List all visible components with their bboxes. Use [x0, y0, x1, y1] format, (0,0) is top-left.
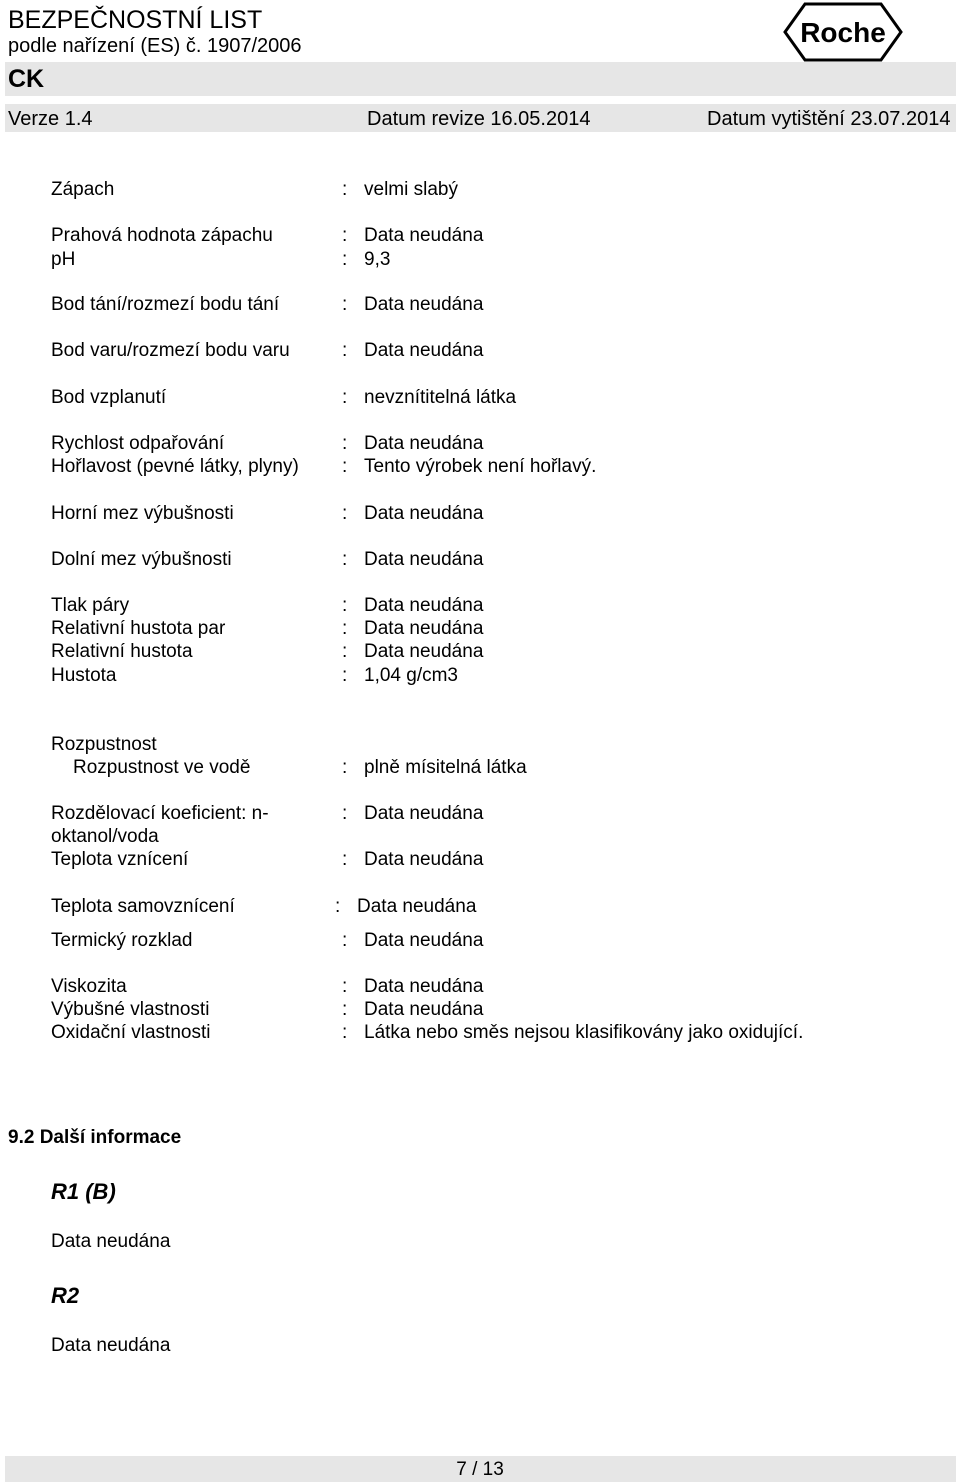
property-label: Bod vzplanutí — [51, 387, 167, 408]
property-label-continued: oktanol/voda — [51, 826, 159, 847]
colon: : — [342, 1022, 348, 1043]
property-label: Bod varu/rozmezí bodu varu — [51, 340, 290, 361]
section-heading: 9.2 Další informace — [8, 1127, 182, 1148]
solubility-water-label: Rozpustnost ve vodě — [73, 757, 251, 778]
property-label: Teplota vznícení — [51, 849, 189, 870]
colon: : — [342, 249, 348, 270]
colon: : — [342, 999, 348, 1020]
colon: : — [342, 803, 348, 824]
property-value: Data neudána — [364, 999, 484, 1020]
country-band — [5, 62, 956, 96]
property-label: Oxidační vlastnosti — [51, 1022, 211, 1043]
property-label: Tlak páry — [51, 595, 130, 616]
r1-title: R1 (B) — [51, 1179, 116, 1204]
property-label: Rychlost odpařování — [51, 433, 225, 454]
r2-text: Data neudána — [51, 1335, 171, 1356]
r1-text: Data neudána — [51, 1231, 171, 1252]
property-label: Bod tání/rozmezí bodu tání — [51, 294, 280, 315]
solubility-heading: Rozpustnost — [51, 734, 157, 755]
country-code: CK — [8, 65, 45, 93]
property-label: Zápach — [51, 179, 115, 200]
colon: : — [342, 387, 348, 408]
colon: : — [342, 665, 348, 686]
property-value: 9,3 — [364, 249, 391, 270]
colon: : — [342, 456, 348, 477]
colon: : — [342, 549, 348, 570]
property-value: Data neudána — [364, 549, 484, 570]
colon: : — [342, 294, 348, 315]
solubility-water-value: plně mísitelná látka — [364, 757, 527, 778]
property-label: Hořlavost (pevné látky, plyny) — [51, 456, 299, 477]
colon: : — [342, 976, 348, 997]
document-title: BEZPEČNOSTNÍ LIST — [8, 6, 263, 34]
colon: : — [342, 930, 348, 951]
colon: : — [342, 179, 348, 200]
logo-text: Roche — [800, 17, 886, 48]
r2-title: R2 — [51, 1283, 80, 1308]
property-value: Data neudána — [364, 503, 484, 524]
property-label: Viskozita — [51, 976, 127, 997]
property-label: Horní mez výbušnosti — [51, 503, 234, 524]
property-value: Data neudána — [364, 595, 484, 616]
colon: : — [342, 433, 348, 454]
colon: : — [342, 757, 348, 778]
property-label: Dolní mez výbušnosti — [51, 549, 232, 570]
property-label: Termický rozklad — [51, 930, 193, 951]
colon: : — [342, 340, 348, 361]
property-value: Data neudána — [364, 930, 484, 951]
property-label: Hustota — [51, 665, 117, 686]
property-value: Data neudána — [357, 896, 477, 917]
property-value: Data neudána — [364, 976, 484, 997]
property-label: Rozdělovací koeficient: n- — [51, 803, 269, 824]
page-number: 7 / 13 — [456, 1459, 504, 1480]
property-value: Látka nebo směs nejsou klasifikovány jako oxidující. — [364, 1022, 804, 1043]
roche-logo — [783, 2, 903, 62]
property-value: nevznítitelná látka — [364, 387, 517, 408]
property-label: Výbušné vlastnosti — [51, 999, 210, 1020]
colon: : — [342, 595, 348, 616]
property-value: Data neudána — [364, 433, 484, 454]
colon: : — [342, 641, 348, 662]
colon: : — [342, 618, 348, 639]
colon: : — [335, 896, 341, 917]
print-date: Datum vytištění 23.07.2014 — [707, 108, 951, 130]
property-value: Data neudána — [364, 294, 484, 315]
property-value: Tento výrobek není hořlavý. — [364, 456, 597, 477]
colon: : — [342, 849, 348, 870]
version: Verze 1.4 — [8, 108, 93, 130]
property-value: Data neudána — [364, 641, 484, 662]
property-label: Relativní hustota — [51, 641, 193, 662]
property-value: Data neudána — [364, 849, 484, 870]
property-value: velmi slabý — [364, 179, 458, 200]
property-value: Data neudána — [364, 618, 484, 639]
property-value: Data neudána — [364, 340, 484, 361]
colon: : — [342, 225, 348, 246]
property-label: Relativní hustota par — [51, 618, 226, 639]
property-value: Data neudána — [364, 225, 484, 246]
property-value: Data neudána — [364, 803, 484, 824]
colon: : — [342, 503, 348, 524]
property-label: pH — [51, 249, 76, 270]
revision-date: Datum revize 16.05.2014 — [367, 108, 591, 130]
property-label: Teplota samovznícení — [51, 896, 235, 917]
property-value: 1,04 g/cm3 — [364, 665, 458, 686]
property-label: Prahová hodnota zápachu — [51, 225, 273, 246]
regulation-subtitle: podle nařízení (ES) č. 1907/2006 — [8, 35, 302, 57]
